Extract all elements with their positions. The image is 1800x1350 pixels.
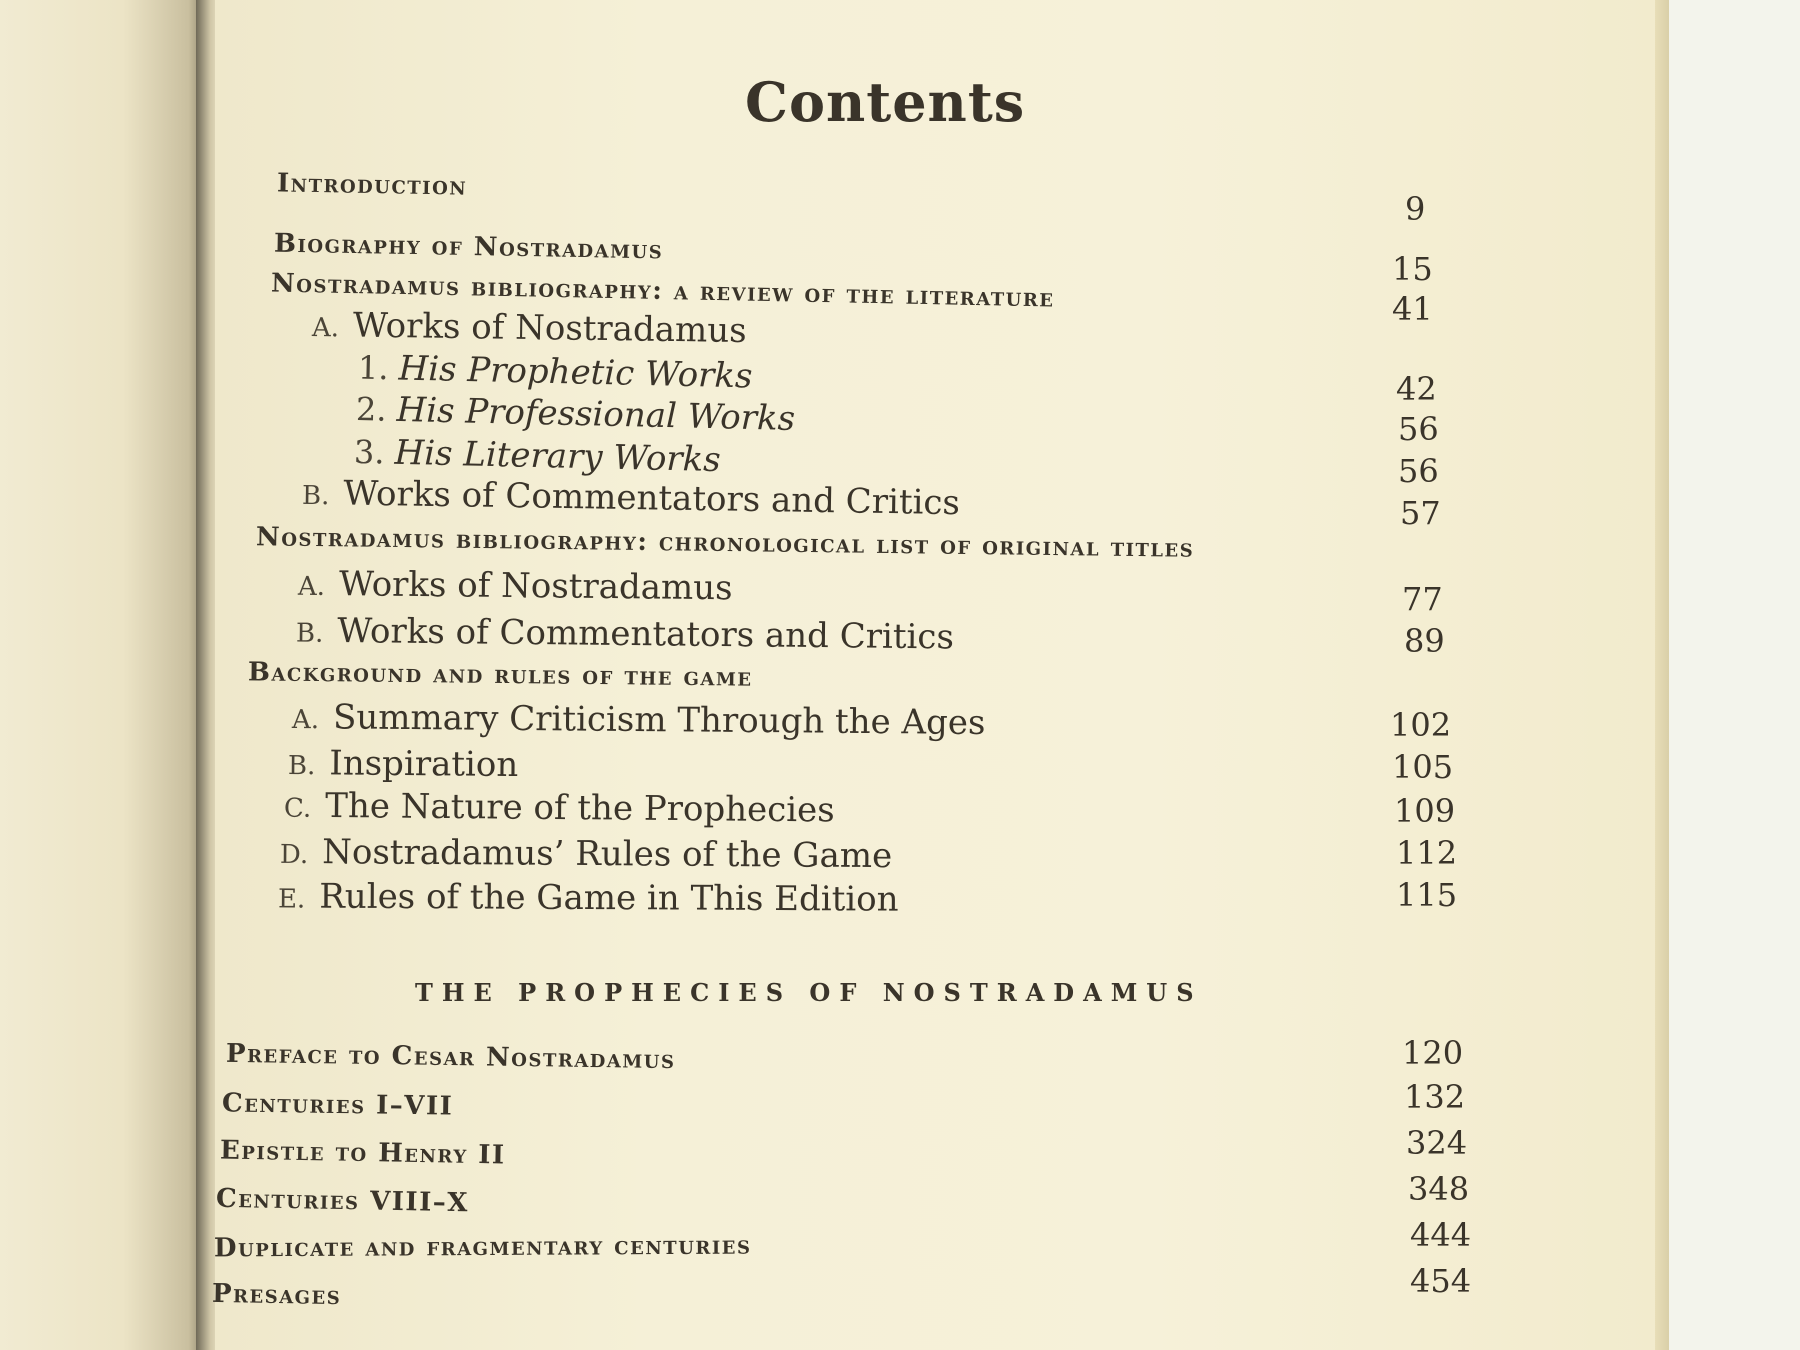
toc-page-number: 42	[1396, 370, 1437, 408]
toc-page-number: 77	[1402, 580, 1443, 618]
toc-entry: Biography of Nostradamus	[273, 228, 664, 266]
toc-entry: Epistle to Henry II	[219, 1135, 506, 1171]
toc-page-number: 102	[1390, 706, 1452, 744]
toc-page-number: 9	[1405, 190, 1426, 228]
toc-entry: Duplicate and fragmentary centuries	[213, 1230, 752, 1264]
toc-subsubentry: 2. His Professional Works	[355, 389, 796, 439]
toc-page-number: 115	[1396, 876, 1458, 914]
toc-page-number: 132	[1404, 1078, 1466, 1116]
backdrop	[1669, 0, 1800, 1350]
section-heading: THE PROPHECIES OF NOSTRADAMUS	[415, 978, 1203, 1007]
toc-entry: Presages	[211, 1278, 342, 1312]
page-edge	[1655, 0, 1669, 1350]
toc-entry: Centuries I–VII	[221, 1088, 454, 1122]
toc-page-number: 120	[1402, 1034, 1464, 1072]
toc-subentry: B. Inspiration	[287, 743, 519, 786]
toc-page-number: 454	[1410, 1262, 1472, 1300]
toc-page-number: 15	[1392, 250, 1433, 288]
toc-page-number: 56	[1398, 410, 1439, 448]
toc-subentry: A. Works of Nostradamus	[297, 564, 733, 609]
toc-entry: Introduction	[276, 168, 468, 202]
page-title: Contents	[745, 70, 1026, 134]
toc-subentry: C. The Nature of the Prophecies	[283, 785, 835, 831]
toc-entry: Centuries VIII–X	[215, 1183, 470, 1219]
toc-page-number: 89	[1404, 622, 1445, 660]
toc-entry: Nostradamus bibliography: a review of the literature	[270, 268, 1055, 314]
toc-entry: Preface to Cesar Nostradamus	[225, 1038, 676, 1076]
toc-entry: Nostradamus bibliography: chronological list of original titles	[255, 522, 1195, 564]
toc-subentry: B. Works of Commentators and Critics	[295, 610, 955, 658]
toc-page-number: 348	[1408, 1170, 1470, 1208]
toc-subsubentry: 1. His Prophetic Works	[357, 348, 753, 397]
toc-entry: Background and rules of the game	[247, 657, 753, 693]
toc-page-number: 57	[1400, 494, 1441, 532]
toc-subentry: B. Works of Commentators and Critics	[301, 473, 961, 524]
toc-page-number: 41	[1392, 290, 1433, 328]
toc-subentry: E. Rules of the Game in This Edition	[277, 876, 899, 920]
toc-page-number: 112	[1396, 834, 1458, 872]
toc-subsubentry: 3. His Literary Works	[353, 432, 722, 481]
toc-page-number: 444	[1410, 1216, 1472, 1254]
left-page	[0, 0, 205, 1350]
toc-subentry: A. Works of Nostradamus	[311, 305, 747, 352]
toc-page-number: 109	[1394, 792, 1456, 830]
toc-page-number: 105	[1392, 748, 1454, 786]
toc-subentry: A. Summary Criticism Through the Ages	[291, 697, 986, 744]
toc-page-number: 324	[1406, 1124, 1468, 1162]
toc-subentry: D. Nostradamus’ Rules of the Game	[279, 832, 893, 877]
toc-page-number: 56	[1398, 452, 1439, 490]
